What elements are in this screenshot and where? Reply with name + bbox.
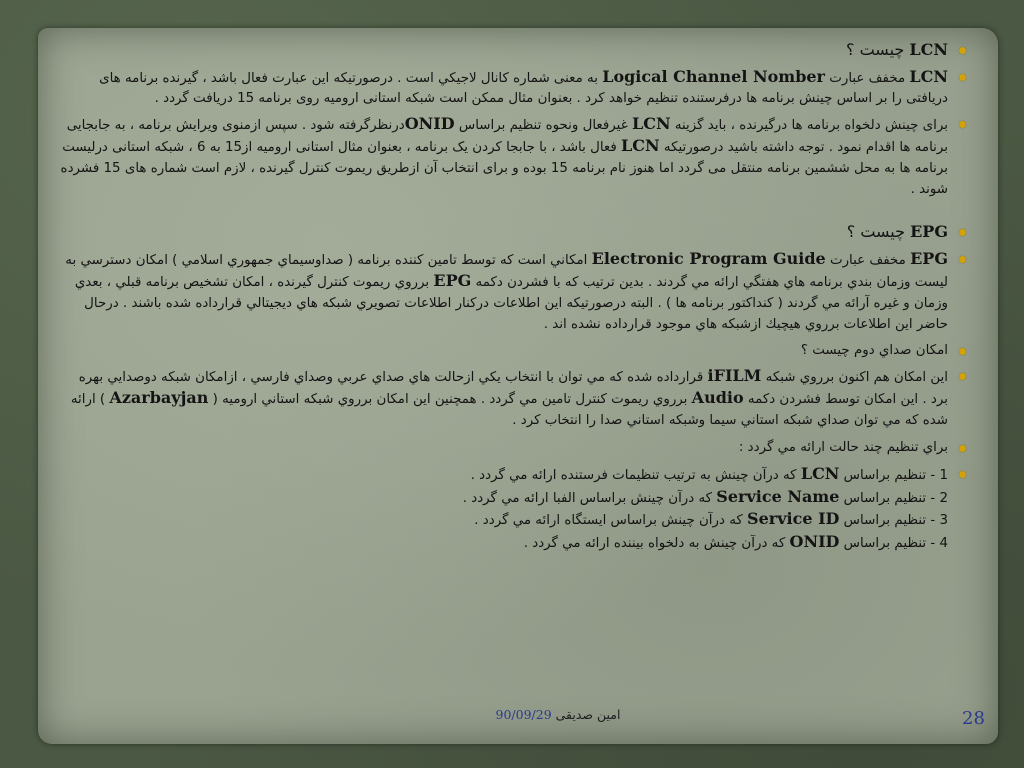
bullet-icon: [959, 348, 966, 355]
bullet-item: [58, 249, 970, 335]
bullet-text: براي تنظيم چند حالت ارائه مي گردد :: [738, 439, 948, 455]
author-name: امين صديقی: [555, 707, 621, 722]
list-item: 1 - تنظيم براساس LCN كه درآن چينش به ترتيب تنظيمات فرستنده ارائه مي گردد .: [470, 464, 948, 484]
bullet-text: قرارداده شده كه مي توان با انتخاب يكي ازحالت هاي صداي عربي وصداي فارسي ، ازامكان شبكه دوصدايي بهره برد . اين امكان توسط فشردن دكمه: [78, 369, 948, 408]
bullet-icon: [959, 229, 966, 236]
bullet-item: [58, 222, 970, 245]
bullet-item: [58, 341, 970, 362]
bullet-text: مخفف عبارت: [825, 252, 911, 268]
list-item: 3 - تنظيم براساس Service ID كه درآن چينش براساس ايستگاه ارائه مي گردد .: [474, 509, 948, 529]
term: Service Name: [716, 486, 840, 506]
footer-author: [448, 707, 668, 722]
term: LCN: [800, 464, 840, 484]
term: ONID: [789, 531, 840, 551]
bullet-item: [58, 114, 970, 200]
bullet-icon: [959, 74, 966, 81]
bullet-text: مخفف عبارت: [824, 70, 910, 86]
term: Azarbayjan: [109, 388, 209, 408]
bullet-text: برروي ريموت كنترل گيرنده ، امكان تشخيص برنامه قبلي ، بعدي وزمان و غيره آرائه مي گردند ( كنداكتور برنامه ها ) . البته درصورتيكه اين اطلاعات دركنار اطلاعات تصويري شبكه هاي ديجيتالي قرارداده شده باشند . درحال حاضر اين اطلاعات برروي هيچيك ازشبكه هاي موجود قرارداده نشده اند .: [74, 275, 948, 332]
slide-content: [58, 40, 970, 558]
term: Audio: [691, 388, 744, 408]
bullet-text: درنظرگرفته شود . سپس ازمنوی ويرايش برنامه ، به جابجايی برنامه ها اقدام نمود . توجه داشته باشيد درصورتيکه: [66, 117, 948, 156]
term: Electronic Program Guide: [591, 248, 826, 268]
bullet-icon: [959, 445, 966, 452]
term: Service ID: [747, 509, 840, 529]
bullet-text: برای چينش دلخواه برنامه ها درگيرنده ، بايد گزينه: [670, 117, 948, 133]
bullet-icon: [959, 373, 966, 380]
bullet-icon: [959, 256, 966, 263]
bullet-icon: [959, 471, 966, 478]
term: EPG: [433, 271, 472, 291]
list-item: 4 - تنظيم براساس ONID كه درآن چينش به دلخواه بيننده ارائه مي گردد .: [523, 531, 948, 551]
term: ONID: [404, 113, 455, 133]
list-item: 2 - تنظيم براساس Service Name كه درآن چينش براساس الفبا ارائه مي گردد .: [462, 486, 948, 506]
page-number: 28: [962, 708, 985, 729]
bullet-item: [58, 67, 970, 110]
bullet-text: غيرفعال ونحوه تنظيم براساس: [454, 117, 632, 133]
bullet-text: امكاني است كه توسط تامين كننده برنامه ( صداوسيماي جمهوري اسلامي ) امكان دسترسي به ليست وزمان بندي برنامه هاي هفتگي ارائه مي گردند . بدين ترتيب كه با فشردن دكمه: [65, 252, 948, 291]
bullet-text: اين امكان هم اكنون برروي شبكه: [761, 369, 948, 385]
bullet-item: [58, 438, 970, 459]
bullet-icon: [959, 47, 966, 54]
bullet-item: [58, 40, 970, 63]
bullet-item-settings-list: [58, 464, 970, 554]
bullet-text: به معنی شماره کانال لاجيکي است . درصورتيکه اين عبارت فعال باشد ، گيرنده برنامه های دريافتی را بر اساس چينش برنامه ها درفرستنده تنظيم خواهد کرد . بعنوان مثال ممکن است شبکه استانی اروميه روی برنامه 15 دريافت گردد .: [99, 70, 948, 107]
term: LCN: [621, 136, 660, 156]
term: LCN: [631, 113, 671, 133]
bullet-text: برروي ريموت كنترل تامين مي گردد . همچنين اين امكان برروي شبكه استاني اروميه (: [208, 392, 692, 408]
term: LCN: [909, 66, 948, 86]
term: LCN: [909, 40, 948, 59]
bullet-text: چيست ؟: [846, 222, 911, 242]
bullet-text: چيست ؟: [846, 40, 910, 59]
bullet-text: امكان صداي دوم چيست ؟: [800, 343, 948, 359]
bullet-text: فعال باشد ، با جابجا کردن يک برنامه ، بعنوان مثال استانی اروميه از15 به 6 ، شبکه استانی درليست برنامه ها به محل ششمين برنامه منتقل می گردد اما هنوز نام برنامه 15 بوده و برای انتخاب آن ازطريق ريموت کنترل گيرنده ، لازم است شماره های 15 فشرده شوند .: [60, 140, 948, 197]
term: EPG: [910, 248, 948, 268]
bullet-item: [58, 366, 970, 432]
footer-date: 90/09/29: [495, 707, 552, 722]
bullet-text: ) ارائه شده كه مي توان صداي شبكه استاني سيما وشبكه استاني صدا را انتخاب كرد .: [70, 392, 948, 428]
term: iFILM: [707, 365, 762, 385]
bullet-icon: [959, 121, 966, 128]
term: Logical Channel Nomber: [602, 66, 825, 86]
term: EPG: [910, 222, 948, 242]
